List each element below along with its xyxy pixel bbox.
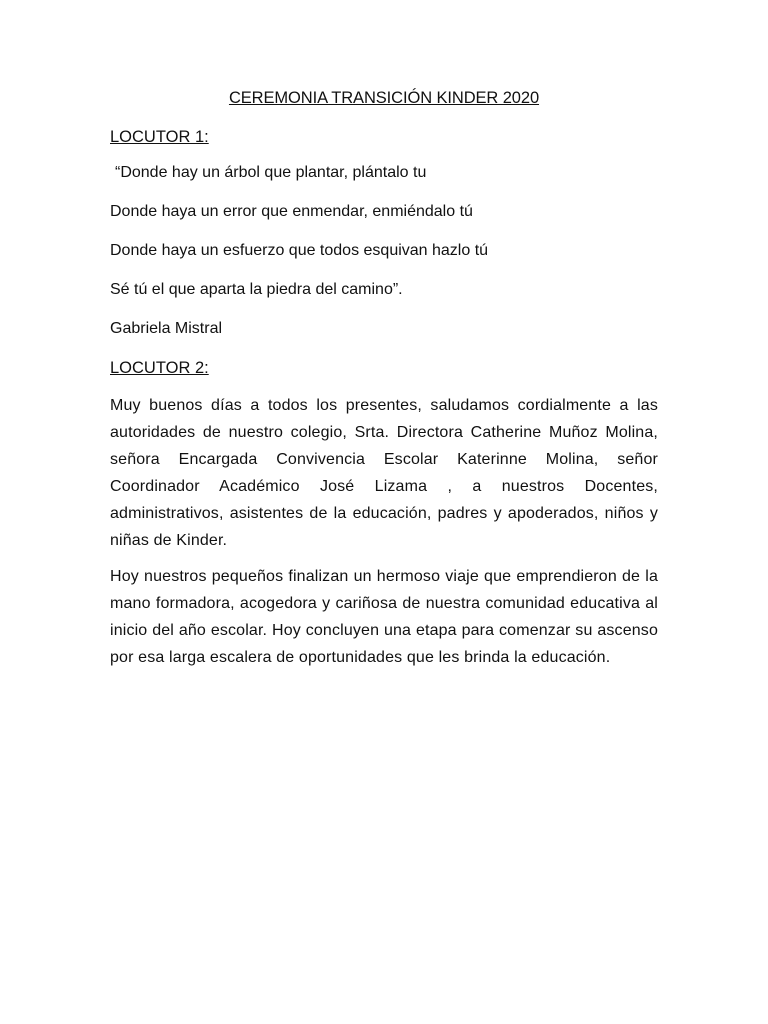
poem-line-4: Sé tú el que aparta la piedra del camino”. xyxy=(110,281,403,298)
poem-line-1: “Donde hay un árbol que plantar, plántalo tu xyxy=(115,164,427,181)
poem-line-3: Donde haya un esfuerzo que todos esquivan hazlo tú xyxy=(110,242,489,259)
document-content xyxy=(110,86,658,680)
poem-author: Gabriela Mistral xyxy=(110,320,223,337)
poem-line-2: Donde haya un error que enmendar, enmiéndalo tú xyxy=(110,203,473,220)
document-title: CEREMONIA TRANSICIÓN KINDER 2020 xyxy=(228,89,540,107)
paragraph-greeting: Muy buenos días a todos los presentes, saludamos cordialmente a las autoridades de nuestro colegio, Srta. Directora Catherine Muñoz Molina, señora Encargada Convivencia Escolar Katerinne Molina, señor Coordinador Académico José Lizama , a nuestros Docentes, administrativos, asistentes de la educación, padres y apoderados, niños y niñas de Kinder. xyxy=(110,397,658,549)
speaker-1-heading: LOCUTOR 1: xyxy=(110,128,209,146)
speaker-2-heading: LOCUTOR 2: xyxy=(110,359,209,377)
paragraph-closing: Hoy nuestros pequeños finalizan un hermoso viaje que emprendieron de la mano formadora, acogedora y cariñosa de nuestra comunidad educativa al inicio del año escolar. Hoy concluyen una etapa para comenzar su ascenso por esa larga escalera de oportunidades que les brinda la educación. xyxy=(110,568,658,666)
